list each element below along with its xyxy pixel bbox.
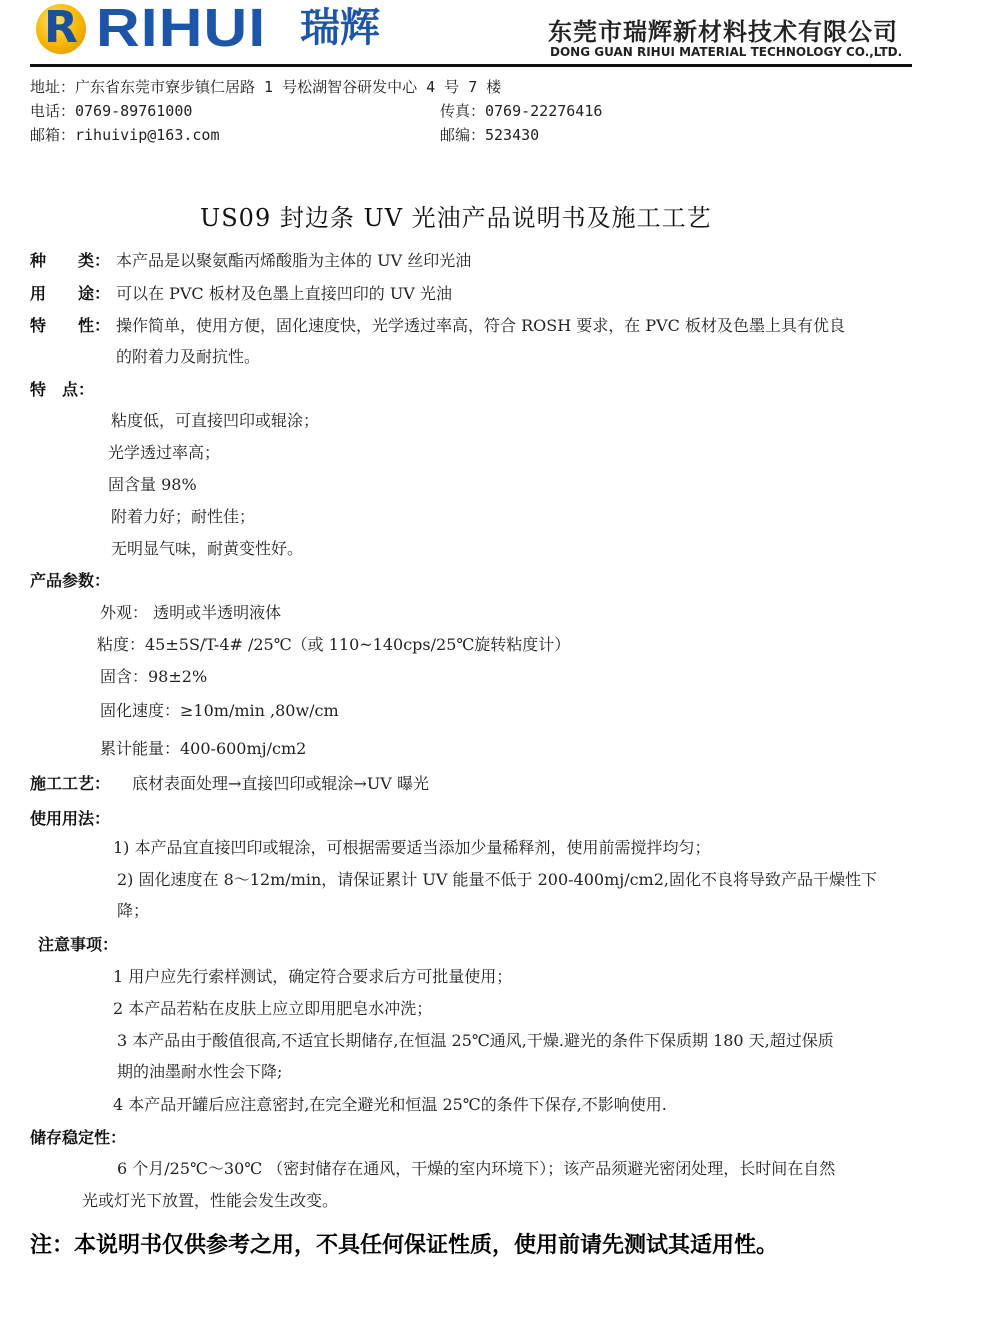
caution-item-3-line1: 3 本产品由于酸值很高,不适宜长期储存,在恒温 25℃通风,干燥.避光的条件下保质期 180 天,超过保质 bbox=[117, 1031, 834, 1050]
usage-text: 可以在 PVC 板材及色墨上直接凹印的 UV 光油 bbox=[116, 284, 452, 303]
param-energy: 累计能量：400-600mj/cm2 bbox=[100, 739, 307, 758]
method-item-2-line2: 降； bbox=[117, 901, 150, 920]
cautions-label: 注意事项： bbox=[38, 935, 119, 954]
property-label: 特 性： bbox=[30, 316, 111, 335]
process-text: 底材表面处理→直接凹印或辊涂→UV 曝光 bbox=[132, 774, 429, 793]
feature-item: 无明显气味，耐黄变性好。 bbox=[111, 539, 304, 558]
process-label: 施工工艺： bbox=[30, 774, 111, 793]
feature-item: 固含量 98% bbox=[108, 475, 197, 494]
fax: 传真：0769-22276416 bbox=[440, 102, 603, 120]
param-appearance: 外观： 透明或半透明液体 bbox=[100, 603, 282, 622]
param-cure-speed: 固化速度：≥10m/min ,80w/cm bbox=[100, 701, 339, 720]
disclaimer: 注：本说明书仅供参考之用，不具任何保证性质，使用前请先测试其适用性。 bbox=[30, 1233, 779, 1258]
logo-chinese-name: 瑞辉 bbox=[300, 5, 380, 51]
caution-item-1: 1 用户应先行索样测试，确定符合要求后方可批量使用； bbox=[113, 967, 513, 986]
property-text-line1: 操作简单，使用方便，固化速度快，光学透过率高，符合 ROSH 要求，在 PVC 板材及色墨上具有优良 bbox=[116, 316, 845, 335]
method-label: 使用用法： bbox=[30, 809, 111, 828]
features-label: 特 点： bbox=[30, 380, 95, 399]
param-solids: 固含：98±2% bbox=[100, 667, 208, 686]
type-text: 本产品是以聚氨酯丙烯酸脂为主体的 UV 丝印光油 bbox=[116, 251, 472, 270]
company-name-en: DONG GUAN RIHUI MATERIAL TECHNOLOGY CO.,LTD. bbox=[550, 45, 903, 59]
document-title: US09 封边条 UV 光油产品说明书及施工工艺 bbox=[200, 204, 712, 232]
usage-label: 用 途： bbox=[30, 284, 111, 303]
storage-text-line1: 6 个月/25℃～30℃ （密封储存在通风，干燥的室内环境下）；该产品须避光密闭处理，长时间在自然 bbox=[117, 1159, 836, 1178]
postcode: 邮编：523430 bbox=[440, 126, 540, 144]
property-text-line2: 的附着力及耐抗性。 bbox=[116, 347, 261, 366]
type-label: 种 类： bbox=[30, 251, 111, 270]
param-viscosity: 粘度：45±5S/T-4# /25℃（或 110~140cps/25℃旋转粘度计） bbox=[97, 635, 571, 654]
storage-label: 储存稳定性： bbox=[30, 1128, 127, 1147]
caution-item-2: 2 本产品若粘在皮肤上应立即用肥皂水冲洗； bbox=[113, 999, 433, 1018]
feature-item: 附着力好；耐性佳； bbox=[111, 507, 256, 526]
storage-text-line2: 光或灯光下放置，性能会发生改变。 bbox=[82, 1191, 339, 1210]
params-label: 产品参数： bbox=[30, 571, 111, 590]
caution-item-4: 4 本产品开罐后应注意密封,在完全避光和恒温 25℃的条件下保存,不影响使用. bbox=[113, 1095, 667, 1114]
caution-item-3-line2: 期的油墨耐水性会下降; bbox=[117, 1062, 283, 1081]
header-divider bbox=[30, 64, 912, 67]
phone: 电话：0769-89761000 bbox=[30, 102, 193, 120]
method-item-1: 1) 本产品宜直接凹印或辊涂，可根据需要适当添加少量稀释剂，使用前需搅拌均匀； bbox=[113, 838, 711, 857]
logo-letter: R bbox=[44, 2, 78, 53]
feature-item: 光学透过率高； bbox=[108, 443, 221, 462]
method-item-2-line1: 2) 固化速度在 8～12m/min，请保证累计 UV 能量不低于 200-400mj/cm2,固化不良将导致产品干燥性下 bbox=[117, 870, 877, 889]
email: 邮箱：rihuivip@163.com bbox=[30, 126, 220, 144]
logo-wordmark: RIHUI bbox=[96, 0, 267, 58]
company-name-cn: 东莞市瑞辉新材料技术有限公司 bbox=[548, 18, 898, 46]
address: 地址：广东省东莞市寮步镇仁居路 1 号松湖智谷研发中心 4 号 7 楼 bbox=[30, 78, 502, 96]
feature-item: 粘度低，可直接凹印或辊涂； bbox=[111, 411, 320, 430]
